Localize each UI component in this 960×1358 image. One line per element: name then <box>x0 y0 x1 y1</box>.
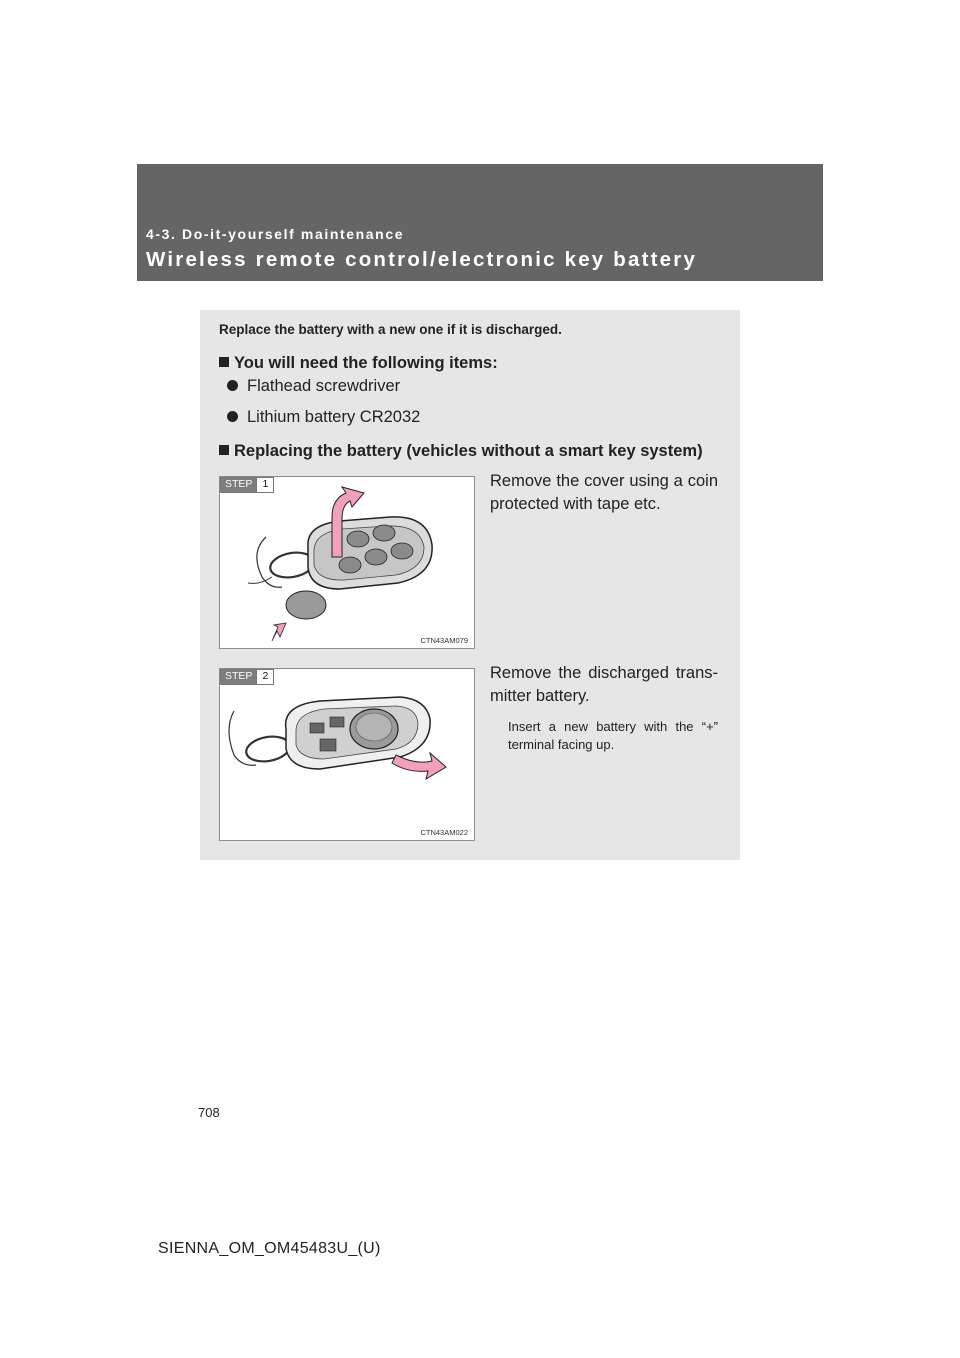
square-bullet-icon <box>219 445 229 455</box>
page-number: 708 <box>198 1105 220 1120</box>
step-badge <box>220 669 274 685</box>
key-cover-removal-illustration <box>220 477 475 649</box>
step1-text: Remove the cover using a coin protected with tape etc. <box>490 472 718 513</box>
battery-removal-illustration <box>220 669 475 841</box>
step2-text: Remove the discharged trans-mitter battery. <box>490 664 718 705</box>
content-panel <box>200 310 740 860</box>
list-item-text: Lithium battery CR2032 <box>247 408 421 426</box>
step-badge-number: 2 <box>256 670 273 684</box>
replace-heading-text: Replacing the battery (vehicles without a smart key system) <box>234 442 703 460</box>
figure-code: CTN43AM079 <box>420 636 468 645</box>
figure-code: CTN43AM022 <box>420 828 468 837</box>
circle-bullet-icon <box>227 380 238 391</box>
document-code: SIENNA_OM_OM45483U_(U) <box>158 1240 381 1257</box>
step2-note: Insert a new battery with the “+” terminal facing up. <box>508 719 718 752</box>
intro-text: Replace the battery with a new one if it is discharged. <box>219 322 562 337</box>
list-item <box>227 377 400 396</box>
step-badge-label: STEP <box>221 670 256 684</box>
section-header <box>137 164 823 281</box>
square-bullet-icon <box>219 357 229 367</box>
list-item <box>227 408 420 427</box>
circle-bullet-icon <box>227 411 238 422</box>
list-item-text: Flathead screwdriver <box>247 377 401 395</box>
step2-figure <box>219 668 475 841</box>
page-title: Wireless remote control/electronic key battery <box>146 248 698 271</box>
section-label: 4-3. Do-it-yourself maintenance <box>146 226 405 242</box>
replace-heading <box>219 442 703 461</box>
step-badge <box>220 477 274 493</box>
step1-figure <box>219 476 475 649</box>
items-heading <box>219 354 498 373</box>
items-heading-text: You will need the following items: <box>234 354 498 372</box>
step-badge-label: STEP <box>221 478 256 492</box>
step-badge-number: 1 <box>256 478 273 492</box>
